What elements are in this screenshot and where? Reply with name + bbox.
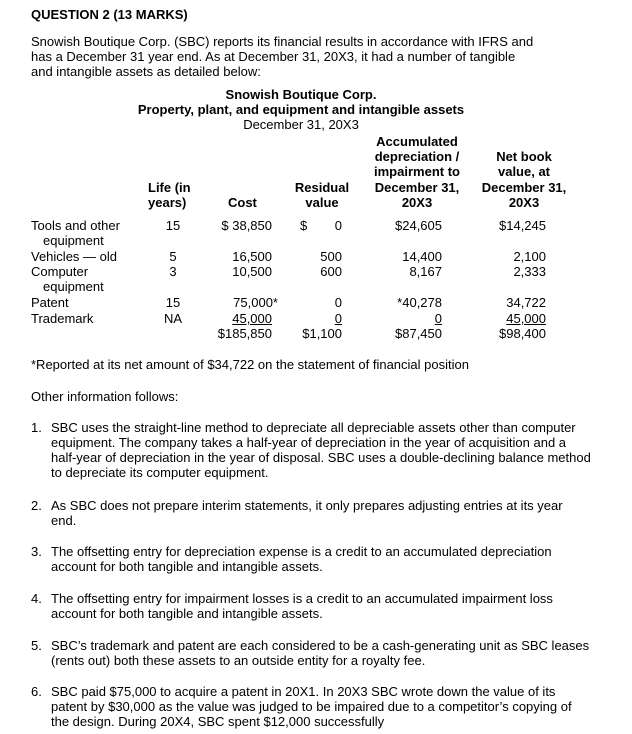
list-item-number: 6. — [31, 684, 42, 699]
list-item-text: The offsetting entry for depreciation expense is a credit to an accumulated depreciation account for both tangible and intangible assets. — [51, 544, 552, 574]
cell-residual: 0 — [334, 311, 342, 326]
list-item-number: 5. — [31, 638, 42, 653]
header-accum-line: 20X3 — [401, 195, 433, 210]
list-item-text: The offsetting entry for impairment losses is a credit to an accumulated impairment loss account for both tangible and intangible assets. — [51, 591, 553, 621]
other-info-heading: Other information follows: — [31, 389, 179, 404]
cell-net-book-value: 2,333 — [513, 264, 546, 279]
header-accum-line: depreciation / — [374, 149, 460, 164]
total-accumulated: $87,450 — [395, 326, 442, 341]
total-residual: $1,100 — [302, 326, 342, 341]
row-label: Tools and other — [31, 218, 120, 233]
intro-line-3: and intangible assets as detailed below: — [31, 64, 261, 79]
row-label: equipment — [43, 233, 104, 248]
question-heading: QUESTION 2 (13 MARKS) — [31, 7, 188, 22]
cell-accumulated: *40,278 — [397, 295, 442, 310]
cell-residual: 0 — [334, 218, 342, 233]
row-label: Trademark — [31, 311, 94, 326]
table-title-company: Snowish Boutique Corp. — [225, 87, 377, 102]
cell-life: 5 — [169, 249, 177, 264]
cell-residual: 600 — [320, 264, 342, 279]
cell-cost: $ 38,850 — [221, 218, 272, 233]
header-nbv-line: 20X3 — [508, 195, 540, 210]
header-life-line: Life (in — [148, 180, 191, 195]
cell-life: 3 — [169, 264, 177, 279]
list-item-text: As SBC does not prepare interim statements, it only prepares adjusting entries at its year end. — [51, 498, 563, 528]
cell-net-book-value: 2,100 — [513, 249, 546, 264]
header-life-line: years) — [148, 195, 187, 210]
cell-residual: 500 — [320, 249, 342, 264]
list-item-text: SBC’s trademark and patent are each considered to be a cash-generating unit as SBC leases (rents out) both these assets to an outside entity for a royalty fee. — [51, 638, 590, 668]
intro-line-2: has a December 31 year end. As at December 31, 20X3, it had a number of tangible — [31, 49, 516, 64]
header-nbv-line: December 31, — [481, 180, 567, 195]
header-accum-line: impairment to — [374, 164, 460, 179]
list-item-text: SBC paid $75,000 to acquire a patent in 20X1. In 20X3 SBC wrote down the value of its patent by $30,000 as the value was judged to be impaired due to a competitor’s copying of the design. During 20X4, SBC spent $12,000 successfully — [51, 684, 572, 729]
header-residual-line: Residual — [294, 180, 350, 195]
cell-residual: 0 — [334, 295, 342, 310]
header-accum-line: Accumulated — [376, 134, 458, 149]
header-residual-line: value — [305, 195, 339, 210]
total-cost: $185,850 — [217, 326, 272, 341]
row-label: Patent — [31, 295, 69, 310]
row-label: Computer — [31, 264, 89, 279]
cell-cost: 16,500 — [232, 249, 272, 264]
cell-accumulated: $24,605 — [395, 218, 442, 233]
row-label: equipment — [43, 279, 104, 294]
list-item-number: 1. — [31, 420, 42, 435]
column-header-cost: Cost — [228, 195, 257, 210]
table-title-subject: Property, plant, and equipment and intangible assets — [137, 102, 465, 117]
list-item-number: 2. — [31, 498, 42, 513]
cell-life: NA — [163, 311, 183, 326]
cell-life: 15 — [165, 218, 181, 233]
cell-cost: 10,500 — [232, 264, 272, 279]
cell-net-book-value: $14,245 — [499, 218, 546, 233]
list-item-text: SBC uses the straight-line method to depreciate all depreciable assets other than computer equipment. The company takes a half-year of depreciation in the year of acquisition and a half-year of depreciation in the year of disposal. SBC uses a double-declining balance method to depreciate its computer equipment. — [51, 420, 591, 480]
header-nbv-line: value, at — [497, 164, 551, 179]
intro-line-1: Snowish Boutique Corp. (SBC) reports its financial results in accordance with IFRS and — [31, 34, 534, 49]
cell-cost: 45,000 — [232, 311, 272, 326]
header-accum-line: December 31, — [374, 180, 460, 195]
cell-residual-dollar: $ — [300, 218, 308, 233]
total-net-book-value: $98,400 — [499, 326, 546, 341]
table-footnote: *Reported at its net amount of $34,722 on the statement of financial position — [31, 357, 469, 372]
cell-cost: 75,000* — [233, 295, 278, 310]
cell-accumulated: 14,400 — [402, 249, 442, 264]
cell-net-book-value: 34,722 — [506, 295, 546, 310]
cell-accumulated: 0 — [434, 311, 442, 326]
header-nbv-line: Net book — [496, 149, 552, 164]
list-item-number: 3. — [31, 544, 42, 559]
cell-net-book-value: 45,000 — [506, 311, 546, 326]
list-item-number: 4. — [31, 591, 42, 606]
table-title-date: December 31, 20X3 — [243, 117, 359, 132]
cell-life: 15 — [165, 295, 181, 310]
row-label: Vehicles — old — [31, 249, 117, 264]
cell-accumulated: 8,167 — [409, 264, 442, 279]
